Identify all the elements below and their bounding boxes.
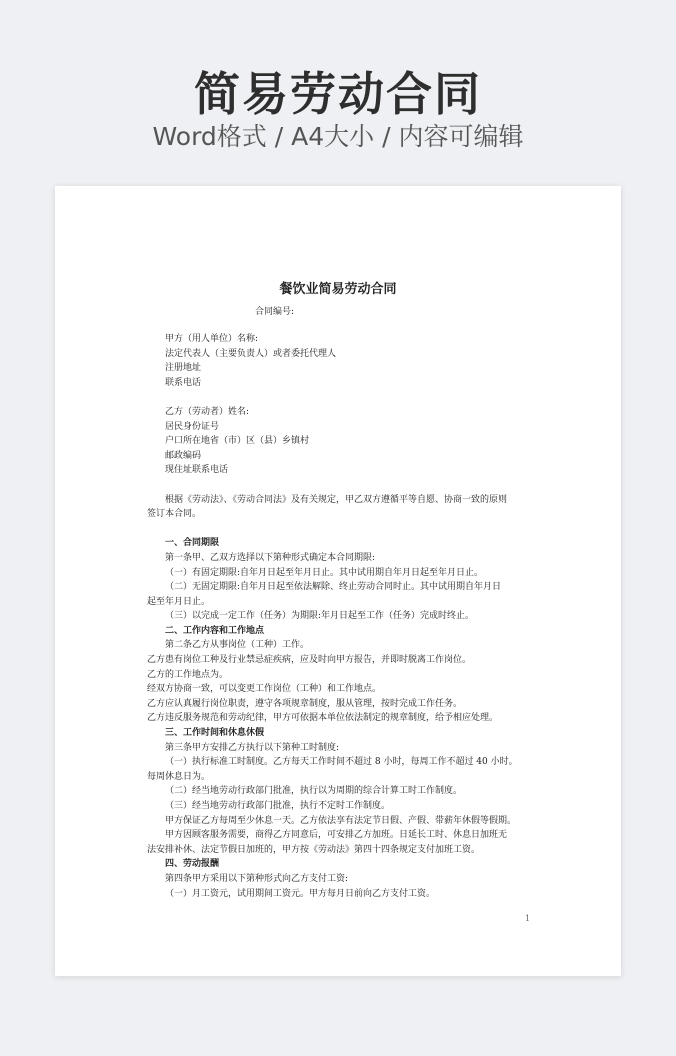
clause-line: （三）经当地劳动行政部门批准，执行不定时工作制度。 [165,801,391,811]
clause-line: （二）经当地劳动行政部门批准，执行以为周期的综合计算工时工作制度。 [165,786,463,797]
section-title: 一、合同期限 [165,538,220,549]
contract-number: 合同编号: [255,307,295,317]
section-title: 二、工作内容和工作地点 [165,625,265,636]
clause-line: 乙方患有岗位工种及行业禁忌症疾病，应及时向甲方报告，并即时脱离工作岗位。 [147,655,472,666]
party-a-line: 注册地址 [165,363,202,374]
section-title: 三、工作时间和休息休假 [165,728,265,739]
party-b-line: 居民身份证号 [165,421,220,432]
clause-line: 甲方保证乙方每周至少休息一天。乙方依法享有法定节日假、产假、带薪年休假等假期。 [165,815,517,826]
clause-line: （一）月工资元，试用期间工资元。甲方每月日前向乙方支付工资。 [165,888,436,899]
preamble-line: 签订本合同。 [147,509,202,520]
page-number: 1 [525,914,531,923]
clause-line: 第三条甲方安排乙方执行以下第种工时制度: [165,742,340,753]
banner-subtitle: Word格式 / A4大小 / 内容可编辑 [152,122,524,151]
clause-line: 乙方的工作地点为。 [147,669,229,680]
preamble-line: 根据《劳动法》、《劳动合同法》及有关规定，甲乙双方遵循平等自愿、协商一致的原则 [165,494,508,505]
clause-line: 第二条乙方从事岗位（工种）工作。 [165,640,310,651]
clause-line: 起至年月日止。 [147,596,211,607]
party-a-line: 联系电话 [165,377,202,388]
clause-line: 甲方因顾客服务需要，商得乙方同意后，可安排乙方加班。日延长工时、休息日加班无 [165,830,508,841]
clause-line: 第一条甲、乙双方选择以下第种形式确定本合同期限: [165,552,376,563]
section-title: 四、劳动报酬 [165,859,220,870]
clause-line: 法安排补休、法定节假日加班的，甲方按《劳动法》第四十四条规定支付加班工资。 [147,844,481,855]
clause-line: （一）执行标准工时制度。乙方每天工作时间不超过 8 小时，每周工作不超过 40 小时。 [165,757,518,768]
banner-title: 简易劳动合同 [194,67,482,121]
clause-line: 每周休息日为。 [147,771,211,782]
document-title: 餐饮业简易劳动合同 [279,282,397,297]
party-b-line: 现住址联系电话 [165,465,229,476]
party-a-line: 法定代表人（主要负责人）或者委托代理人 [165,348,337,359]
party-b-line: 户口所在地省（市）区（县）乡镇村 [165,436,310,447]
party-a-line: 甲方（用人单位）名称: [165,334,259,344]
party-b-line: 乙方（劳动者）姓名: [165,406,250,417]
document-body [147,332,527,901]
party-b-line: 邮政编码 [165,450,202,461]
clause-line: 乙方违反服务规范和劳动纪律，甲方可依据本单位依法制定的规章制度，给予相应处理。 [147,713,499,724]
clause-line: 第四条甲方采用以下第种形式向乙方支付工资: [165,873,349,884]
clause-line: 乙方应认真履行岗位职责，遵守各项规章制度，服从管理，按时完成工作任务。 [147,698,463,709]
clause-line: 经双方协商一致，可以变更工作岗位（工种）和工作地点。 [147,684,382,695]
document-page [55,186,621,976]
clause-line: （一）有固定期限:自年月日起至年月日止。其中试用期自年月日起至年月日止。 [165,567,484,578]
clause-line: （三）以完成一定工作（任务）为期限:年月日起至工作（任务）完成时终止。 [165,611,475,622]
clause-line: （二）无固定期限:自年月日起至依法解除、终止劳动合同时止。其中试用期自年月日 [165,582,502,593]
